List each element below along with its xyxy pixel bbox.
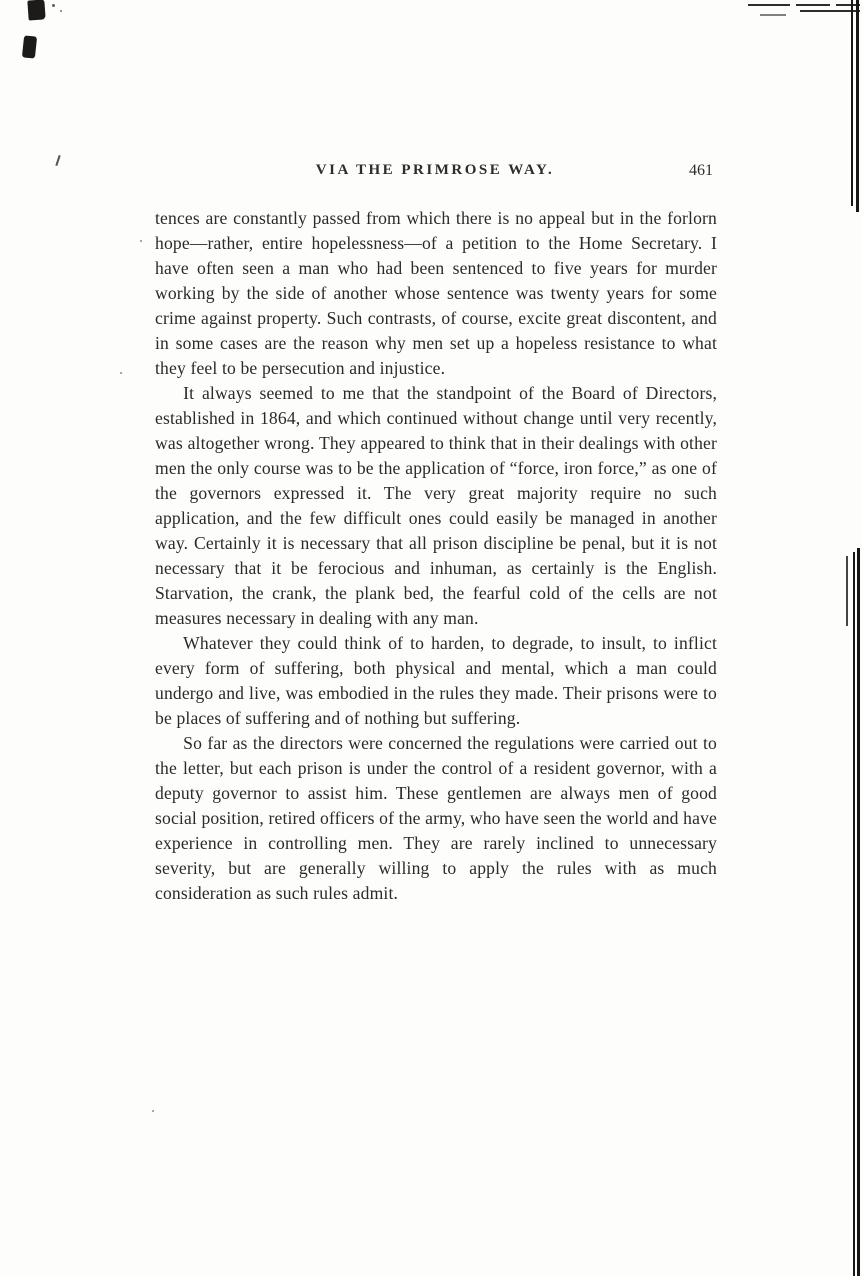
scan-speckle — [60, 10, 62, 12]
page-edge-line — [846, 556, 848, 626]
body-text — [155, 206, 717, 906]
scan-speckle — [55, 155, 60, 166]
paragraph: So far as the directors were concerned the regulations were carried out to the letter, but each prison is under the control of a resident governor, with a deputy governor to assist him. These gentlemen are always men of good social position, retired officers of the army, who have seen the world and have experience in controlling men. They are rarely inclined to unnecessary severity, but are generally willing to apply the rules with as much consideration as such rules admit. — [155, 733, 717, 903]
scan-dash-mark — [760, 14, 786, 16]
scan-ink-blob — [22, 35, 37, 58]
paragraph: Whatever they could think of to harden, to degrade, to insult, to inflict every form of suffering, both physical and mental, which a man could undergo and live, was embodied in the rules they made. Their prisons were to be places of suffering and of nothing but suffering. — [155, 633, 717, 728]
page-edge-line — [856, 0, 859, 212]
scan-speckle — [152, 1110, 154, 1112]
scan-dash-mark — [748, 4, 790, 6]
scan-speckle — [140, 240, 142, 242]
page-header — [155, 162, 715, 184]
scan-dash-mark — [796, 4, 830, 6]
scan-speckle — [52, 4, 55, 7]
page-edge-line — [851, 0, 853, 206]
running-title: VIA THE PRIMROSE WAY. — [315, 162, 555, 178]
scan-ink-blob — [27, 0, 45, 21]
scan-speckle — [120, 372, 122, 374]
paragraph: It always seemed to me that the standpoint of the Board of Directors, established in 1864, and which continued without change until very recently, was altogether wrong. They appeared to think that in their dealings with other men the only course was to be the application of “force, iron force,” as one of the governors expressed it. The very great majority require no such application, and the few difficult ones could easily be managed in another way. Certainly it is necessary that all prison discipline be penal, but it is not necessary that it be ferocious and inhuman, as certainly is the English. Starvation, the crank, the plank bed, the fearful cold of the cells are not measures necessary in dealing with any man. — [155, 383, 717, 628]
page-edge-line — [857, 548, 860, 1276]
paragraph: tences are constantly passed from which there is no appeal but in the forlorn hope—rather, entire hopelessness—of a petition to the Home Secretary. I have often seen a man who had been sentenced to five years for murder working by the side of another whose sentence was twenty years for some crime against property. Such contrasts, of course, excite great discontent, and in some cases are the reason why men set up a hopeless resistance to what they feel to be persecution and injustice. — [155, 208, 717, 378]
page-number: 461 — [689, 162, 713, 179]
page-edge-line — [853, 552, 855, 1276]
